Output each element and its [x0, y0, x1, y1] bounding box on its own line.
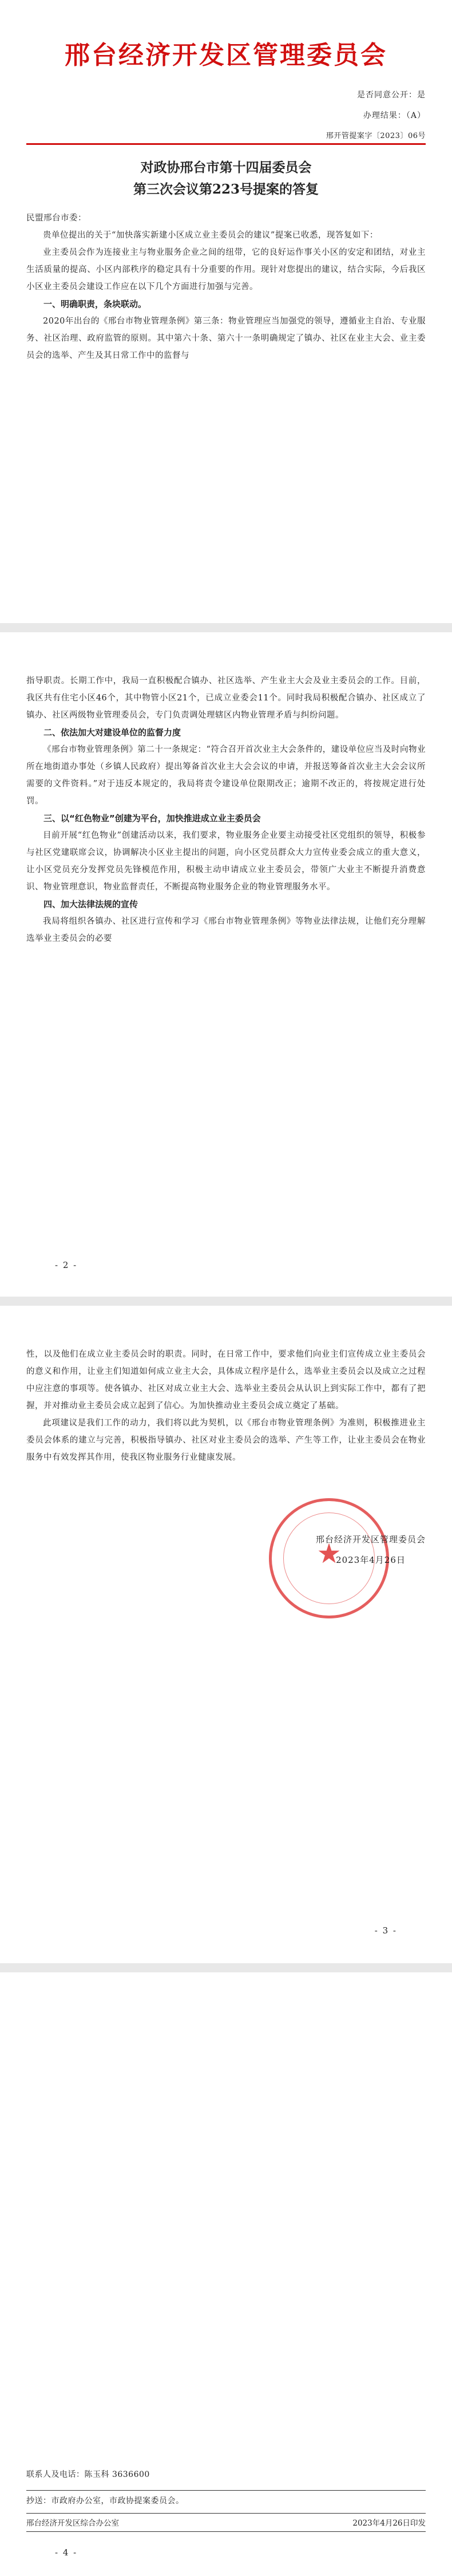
footer-rule-bottom — [26, 2531, 426, 2532]
section-heading-2: 二、依法加大对建设单位的监督力度 — [43, 727, 181, 738]
title-line-2: 第三次会议第223号提案的答复 — [133, 182, 319, 197]
title-line-1: 对政协邢台市第十四届委员会 — [140, 160, 312, 175]
signature-org: 邢台经济开发区管理委员会 — [315, 1534, 426, 1545]
seal-star-icon: ★ — [316, 1538, 342, 1570]
paragraph-closing: 此项建议是我们工作的动力，我们将以此为契机，以《邢台市物业管理条例》为准则，积极推进业主委员会体系的建立与完善，积极指导镇办、社区对业主委员会的选举、产生等工作，让业主委员会在物业服务中有效发挥其作用，使我区物业服务行业健康发展。 — [26, 1419, 426, 1462]
paragraph-red-property: 目前开展“红色物业”创建活动以来，我们要求，物业服务企业要主动接受社区党组织的领导，积极参与社区党建联席会议，协调解决小区业主提出的问题，向小区党员群众大力宣传业委会成立的重大意义，让小区党员充分发挥党员先锋模范作用，积极主动申请成立业主委员会，带领广大业主不断提升消费意识、物业管理意识，物业监督责任，不断提高物业服务企业的物业管理服务水平。 — [26, 831, 426, 892]
page-number-4: - 4 - — [55, 2547, 78, 2558]
page-2 — [0, 632, 452, 1297]
paragraph-intro: 贵单位提出的关于“加快落实新建小区成立业主委员会的建议”提案已收悉，现答复如下： — [43, 231, 378, 240]
footer-rule-middle — [26, 2513, 426, 2514]
footer-rule-top — [26, 2490, 426, 2491]
result-grade: 办理结果：（A） — [363, 111, 426, 120]
page-4 — [0, 1972, 452, 2576]
body-page-1 — [26, 210, 426, 364]
paragraph-publicity: 我局将组织各镇办、社区进行宣传和学习《邢台市物业管理条例》等物业法律法规，让他们充分理解选举业主委员会的必要 — [26, 917, 426, 943]
page-1 — [0, 0, 452, 623]
issuing-date: 2023年4月26日印发 — [352, 2519, 426, 2528]
red-divider — [26, 143, 426, 145]
cc-line: 抄送：市政府办公室，市政协提案委员会。 — [26, 2496, 184, 2506]
contact-person: 联系人及电话：陈玉科 3636600 — [26, 2470, 150, 2479]
paragraph-publicity-cont: 性，以及他们在成立业主委员会时的职责。同时，在日常工作中，要求他们向业主们宣传成立业主委员会的意义和作用，让业主们知道如何成立业主大会，具体成立程序是什么，选举业主委员会以及成立之过程中应注意的事项等。使各镇办、社区对成立业主大会、选举业主委员会从认识上到实际工作中，都有了把握，并对推动业主委员会成立起到了信心。为加快推动业主委员会成立奠定了基础。 — [26, 1350, 426, 1411]
signature-block — [316, 1529, 426, 1570]
page-number-3: - 3 - — [374, 1925, 397, 1936]
page-number-2: - 2 - — [55, 1260, 78, 1270]
signature-date: 2023年4月26日 — [336, 1555, 406, 1565]
body-page-3 — [26, 1346, 426, 1466]
section-heading-4: 四、加大法律法规的宣传 — [43, 899, 138, 909]
section-heading-3: 三、以“红色物业”创建为平台，加快推进成立业主委员会 — [43, 813, 261, 824]
page-3 — [0, 1306, 452, 1963]
org-letterhead-title: 邢台经济开发区管理委员会 — [65, 41, 387, 70]
paragraph-guidance: 指导职责。长期工作中，我局一直积极配合镇办、社区选举、产生业主大会及业主委员会的工作。目前，我区共有住宅小区46个，其中物管小区21个，已成立业委会11个。同时我局积极配合镇办、社区成立了镇办、社区两级物业管理委员会，专门负责调处理辖区内物业管理矛盾与纠纷问题。 — [26, 676, 426, 720]
paragraph-supervision: 《邢台市物业管理条例》第二十一条规定：“符合召开首次业主大会条件的，建设单位应当及时向物业所在地街道办事处（乡镇人民政府）提出筹备首次业主大会会议的申请，并报送筹备首次业主大会会议所需要的文件资料。”对于违反本规定的，我局将责令建设单位限期改正；逾期不改正的，将按规定进行处罚。 — [26, 745, 426, 806]
document-title — [0, 157, 452, 200]
section-heading-1: 一、明确职责，条块联动。 — [43, 299, 147, 309]
public-status: 是否同意公开：是 — [357, 90, 426, 100]
issuing-line — [26, 2516, 426, 2528]
body-page-2 — [26, 672, 426, 947]
salutation: 民盟邢台市委： — [26, 214, 86, 223]
paragraph-background: 业主委员会作为连接业主与物业服务企业之间的纽带，它的良好运作事关小区的安定和团结，对业主生活质量的提高、小区内部秩序的稳定具有十分重要的作用。现针对您提出的建议，结合实际，今后我区小区业主委员会建设工作应在以下几个方面进行加强与完善。 — [26, 248, 426, 292]
document-number: 邢开管提案字〔2023〕06号 — [326, 132, 426, 140]
paragraph-regulation: 2020年出台的《邢台市物业管理条例》第三条：物业管理应当加强党的领导，遵循业主自治、专业服务、社区治理、政府监管的原则。其中第六十条、第六十一条明确规定了镇办、社区在业主大会、业主委员会的选举、产生及其日常工作中的监督与 — [26, 317, 426, 360]
issuing-office: 邢台经济开发区综合办公室 — [26, 2519, 119, 2528]
